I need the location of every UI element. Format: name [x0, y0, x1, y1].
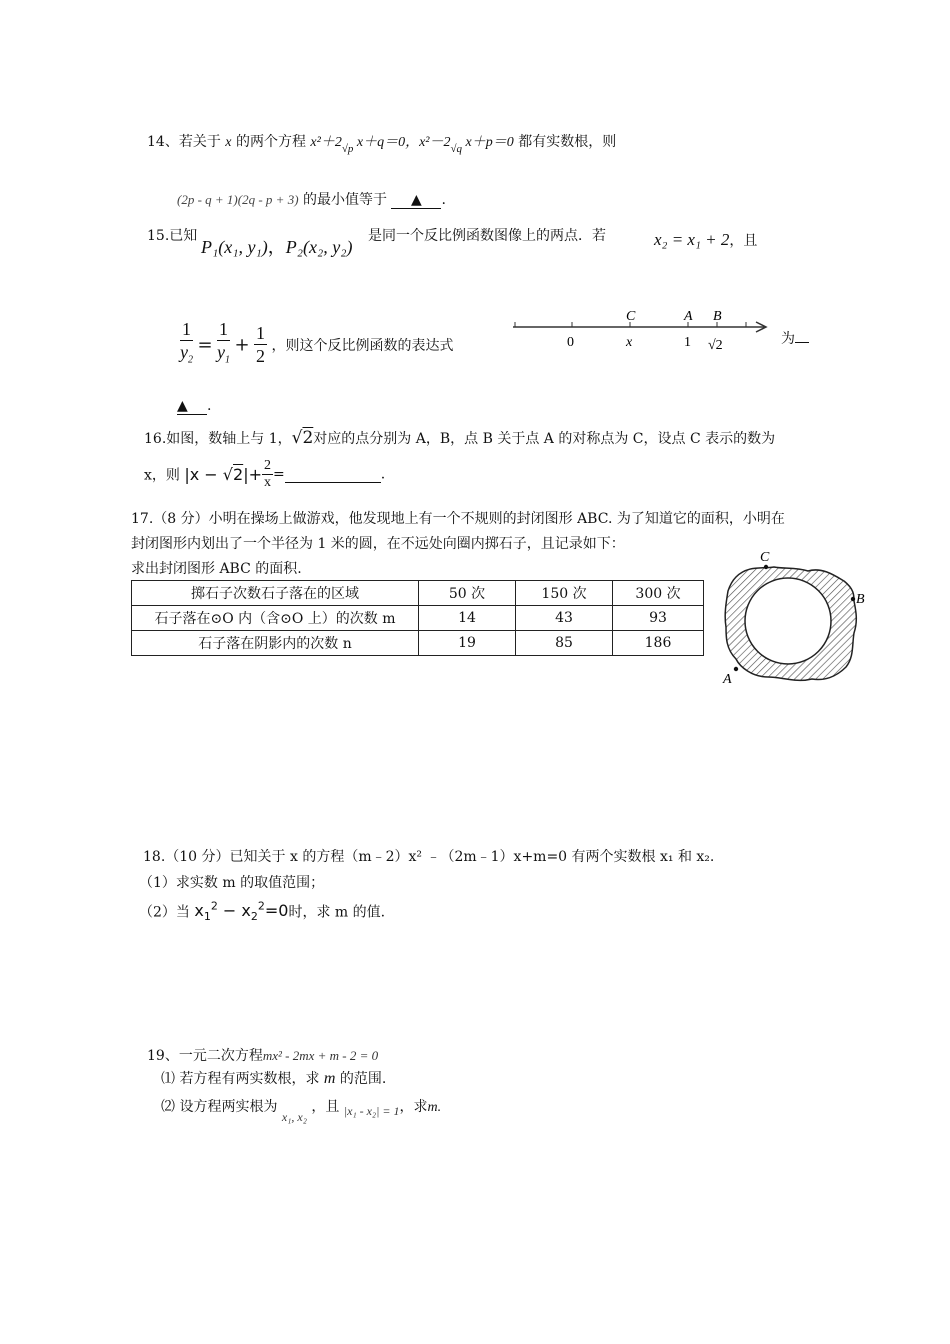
number-line-figure [510, 305, 775, 361]
irregular-shape-figure [716, 545, 876, 690]
sqrt2-symbol: √2 [291, 428, 314, 448]
fig-label-C: C [760, 550, 770, 565]
q16-abs-expr: |x − √2|+ [184, 465, 262, 484]
q14-answer-blank [391, 192, 441, 209]
table-row [132, 581, 704, 606]
q16-answer-blank [285, 466, 381, 483]
q15-cond1-wrap [654, 230, 757, 250]
q17-line1: 17.（8 分）小明在操场上做游戏，他发现地上有一个不规则的封闭图形 ABC. 为了知道它的面积，小明在 [131, 511, 785, 527]
q15-cond2-tail: ，则这个反比例函数的表达式 [271, 337, 454, 354]
q15-wei [781, 328, 809, 348]
point-B [851, 597, 855, 601]
q18-text-b: 时，求 m 的值. [288, 904, 386, 921]
q19-cond: |x₁ - x₂| = 1 [343, 1104, 400, 1118]
table-cell: 19 [419, 631, 516, 656]
q16-text-b: 对应的点分别为 A，B，点 B 关于点 A 的对称点为 C，设点 C 表示的数为 [313, 431, 776, 447]
q19-equation: mx² - 2mx + m - 2 = 0 [262, 1048, 379, 1063]
q19-text-c: 的范围. [339, 1071, 387, 1087]
label-x: x [626, 335, 633, 350]
q16-text-c: x，则 [144, 467, 180, 484]
q15-answer [177, 398, 211, 415]
q14-eq1: $x^2+2_{√p}$ x＋q＝0，$x^2-2_{√q}$ x＋p＝0 [310, 135, 514, 155]
table-cell: 43 [516, 606, 613, 631]
table-header-cell: 300 次 [613, 581, 704, 606]
q15-cond2: $\frac{1}{y_2}$ = $\frac{1}{y_1}$ + $\frac{1}{2}$ ，则这个反比例函数的表达式 [180, 318, 453, 372]
q19-text-f: ，求 [399, 1099, 428, 1115]
q15-mid [368, 225, 606, 245]
q17-line3: 求出封闭图形 ABC 的面积. [131, 561, 302, 577]
table-cell: 石子落在⊙O 内（含⊙O 上）的次数 m [132, 606, 419, 631]
q14-expr: (2p - q + 1)(2q - p + 3) [177, 192, 299, 207]
q14-line1 [147, 131, 616, 155]
q15-p2: P₂(x₂, y₂) [285, 237, 353, 257]
table-header-cell: 50 次 [419, 581, 516, 606]
frac-1-y1: $\frac{1}{y_1}$ [217, 319, 230, 366]
table-row [132, 606, 704, 631]
label-B: B [713, 309, 722, 324]
q19-text-e: ，且 [311, 1099, 340, 1115]
q14-text-b: 的两个方程 [235, 134, 306, 150]
fig-label-B: B [856, 592, 865, 607]
q18-text-a: （2）当 [139, 904, 190, 921]
q15-p1: P₁(x₁, y₁) [201, 237, 268, 257]
q18-line3 [139, 900, 385, 924]
point-A [734, 667, 738, 671]
table-header-cell: 150 次 [516, 581, 613, 606]
q19-roots: x₁, x₂ [281, 1110, 307, 1124]
q17-line2: 封闭图形内划出了一个半径为 1 米的圆，在不远处向圈内掷石子，且记录如下： [131, 536, 625, 552]
table-cell: 85 [516, 631, 613, 656]
q18-line2: （1）求实数 m 的取值范围； [139, 875, 325, 891]
q19-var-m: m [323, 1070, 336, 1087]
table-cell: 93 [613, 606, 704, 631]
frac-1-2: $\frac{1}{2}$ [256, 323, 265, 367]
q15-wei-text: 为 [781, 331, 795, 347]
q15-prefix: 15.已知 [147, 228, 198, 244]
table-cell: 14 [419, 606, 516, 631]
q16-line1 [144, 428, 775, 448]
label-sqrt2: √2 [708, 338, 723, 353]
q15-end: . [207, 398, 212, 414]
q14-var-x: x [225, 135, 232, 150]
q19-text-b: ⑴ 若方程有两实数根，求 [161, 1071, 320, 1087]
q14-text-c: 都有实数根，则 [518, 134, 617, 150]
q19-text-d: ⑵ 设方程两实根为 [161, 1099, 278, 1115]
table-row [132, 631, 704, 656]
q18-condition: $x_1^2 - x_2^2=0$ [194, 900, 289, 924]
triangle-icon: ▲ [177, 398, 188, 414]
q14-tail: 的最小值等于 [302, 192, 387, 208]
q14-line2 [177, 189, 446, 209]
q15-points: P₁(x₁, y₁)，P₂(x₂, y₂) [201, 237, 353, 257]
record-table [131, 580, 704, 656]
q14-end: . [441, 192, 446, 208]
q15-line1 [147, 225, 197, 245]
q14-text-a: 14、若关于 [147, 134, 221, 150]
point-C [764, 565, 768, 569]
table-cell: 186 [613, 631, 704, 656]
label-A: A [684, 309, 693, 324]
q15-cond1-tail: ，且 [729, 233, 758, 249]
q19-line3 [161, 1096, 441, 1125]
frac-2-x: $\frac{2}{x}$ [263, 458, 271, 490]
q16-line2 [144, 458, 385, 491]
label-1: 1 [684, 335, 691, 350]
q19-text-a: 19、一元二次方程 [147, 1048, 263, 1064]
q18-line1: 18.（10 分）已知关于 x 的方程（m﹣2）x² ﹣（2m﹣1）x+m=0 有两个实数根 x₁ 和 x₂. [143, 849, 715, 865]
q19-line1 [147, 1045, 378, 1065]
q16-end: . [380, 466, 386, 483]
frac-1-y2: $\frac{1}{y_2}$ [180, 319, 193, 366]
circle-o [745, 578, 831, 664]
q15-cond1: x₂ = x₁ + 2 [654, 230, 730, 249]
q15-mid-text: 是同一个反比例函数图像上的两点．若 [368, 228, 606, 244]
q19-line2 [161, 1068, 386, 1088]
table-header-cell: 掷石子次数石子落在的区域 [132, 581, 419, 606]
label-0: 0 [567, 335, 574, 350]
q16-text-a: 16.如图，数轴上与 1， [144, 431, 292, 447]
label-C: C [626, 309, 636, 324]
fig-label-A: A [723, 672, 732, 687]
table-cell: 石子落在阴影内的次数 n [132, 631, 419, 656]
q19-var-m2: m. [427, 1100, 442, 1115]
triangle-icon: ▲ [411, 192, 422, 208]
q16-eq: = [272, 466, 285, 483]
